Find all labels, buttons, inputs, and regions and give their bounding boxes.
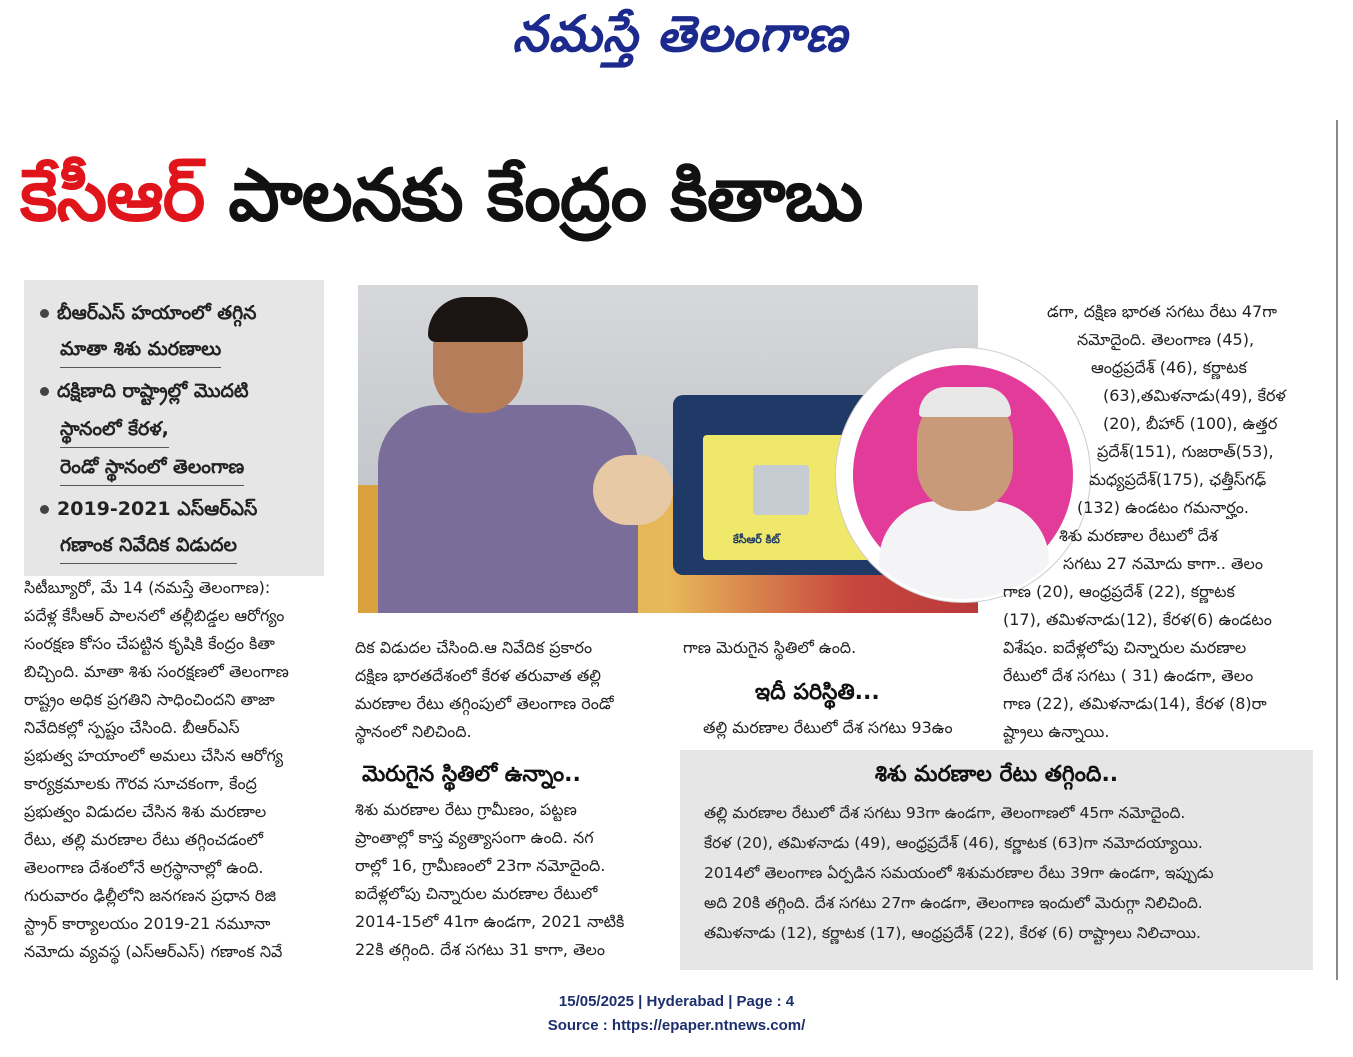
footer-source-link[interactable]: Source : https://epaper.ntnews.com/ [547,1017,806,1034]
headline-black: పాలనకు కేంద్రం కితాబు [228,153,863,237]
subhead-better-position: మెరుగైన స్థితిలో ఉన్నాం.. [362,762,581,787]
article-column-4 [1003,298,1323,746]
text-line: తమిళనాడు (12), కర్ణాటక (17), ఆంధ్రప్రదేశ్ (22), కేరళ (6) రాష్ట్రాలు నిలిచాయి. [704,924,1201,942]
text-line: 22కి తగ్గింది. దేశ సగటు 31 కాగా, తెలం [355,940,605,959]
text-line: ప్రభుత్వ హయాంలో అమలు చేసిన ఆరోగ్య [24,746,284,765]
text-line: సిటీబ్యూరో, మే 14 (నమస్తే తెలంగాణ): [24,578,271,597]
text-line: కేరళ (20), తమిళనాడు (49), ఆంధ్రప్రదేశ్ (46), కర్ణాటక (63)గా నమోదయ్యాయి. [704,834,1203,852]
text-line: మరణాల రేటు తగ్గింపులో తెలంగాణ రెండో [355,694,614,713]
text-line: కార్యక్రమాలకు గౌరవ సూచకంగా, కేంద్ర [24,774,257,793]
text-line: రేటులో దేశ సగటు ( 31) ఉండగా, తెలం [1003,666,1254,685]
text-line: రాష్ట్రం అధిక ప్రగతిని సాధించిందని తాజా [24,690,275,709]
text-line: దక్షిణ భారతదేశంలో కేరళ తరువాత తల్లి [355,666,601,685]
text-line: శిశు మరణాల రేటు గ్రామీణం, పట్టణ [355,800,577,819]
text-line: పదేళ్ల కేసీఆర్ పాలనలో తల్లీబిడ్డల ఆరోగ్యం [24,606,285,625]
footer [0,990,1353,1038]
text-line: ఆంధ్రప్రదేశ్ (46), కర్ణాటక [1091,358,1247,377]
highlights-box [24,280,324,576]
text-line: అది 20కి తగ్గింది. దేశ సగటు 27గా ఉండగా, తెలంగాణ ఇందులో మెరుగ్గా నిలిచింది. [704,894,1203,912]
text-line: (132) ఉండటం గమనార్హం. [1077,498,1249,517]
bullet-dot-icon [40,505,49,514]
text-line: గాణ (22), తమిళనాడు(14), కేరళ (8)రా [1003,694,1267,713]
article-column-2-bottom [355,796,665,964]
text-line: తల్లి మరణాల రేటులో దేశ సగటు 93గా ఉండగా, తెలంగాణలో 45గా నమోదైంది. [704,804,1186,822]
text-line: శిశు మరణాల రేటులో దేశ [1059,526,1218,545]
infant-mortality-box [680,750,1313,970]
article-column-3-line: తల్లి మరణాల రేటులో దేశ సగటు 93ఉం [703,718,953,737]
text-line: ష్ట్రాలు ఉన్నాయి. [1003,722,1110,741]
masthead-logo: నమస్తే తెలంగాణ [512,4,848,63]
text-line: 2014-15లో 41గా ఉండగా, 2021 నాటికి [355,912,625,931]
bullet-line: 2019-2021 ఎస్ఆర్ఎస్ [57,498,258,520]
text-line: నమోదు వ్యవస్థ (ఎస్ఆర్ఎస్) గణాంక నివే [24,942,283,961]
article-column-3-top: గాణ మెరుగైన స్థితిలో ఉంది. [683,638,857,657]
box-title: శిశు మరణాల రేటు తగ్గింది.. [874,762,1119,787]
text-line: రేటు, తల్లి మరణాల రేటు తగ్గించడంలో [24,830,263,849]
text-line: ఐదేళ్లలోపు చిన్నారుల మరణాల రేటులో [355,884,598,903]
text-line: సంరక్షణ కోసం చేపట్టిన కృషికి కేంద్రం కితా [24,634,275,653]
bullet-2 [40,380,249,407]
text-line: గాణ (20), ఆంధ్రప్రదేశ్ (22), కర్ణాటక [1003,582,1235,601]
bullet-line: గణాంక నివేదిక విడుదల [60,534,237,564]
text-line: గురువారం ఢిల్లీలోని జనగణన ప్రధాన రిజి [24,886,277,905]
text-line: తెలంగాణ దేశంలోనే అగ్రస్థానాల్లో ఉంది. [24,858,264,877]
text-line: ప్రభుత్వం విడుదల చేసిన శిశు మరణాల [24,802,267,821]
bullet-1 [40,302,257,329]
bullet-dot-icon [40,309,49,318]
text-line: (17), తమిళనాడు(12), కేరళ(6) ఉండటం [1003,610,1272,629]
footer-date-line: 15/05/2025 | Hyderabad | Page : 4 [558,993,795,1010]
text-line: (20), బీహార్ (100), ఉత్తర [1103,414,1278,433]
text-line: ప్రాంతాల్లో కాస్త వ్యత్యాసంగా ఉంది. నగ [355,828,594,847]
text-line: (63),తమిళనాడు(49), కేరళ [1103,386,1286,405]
text-line: నమోదైంది. తెలంగాణ (45), [1077,330,1255,349]
text-line: విశేషం. ఐదేళ్లలోపు చిన్నారుల మరణాల [1003,638,1247,657]
text-line: బిచ్చింది. మాతా శిశు సంరక్షణలో తెలంగాణ [24,662,289,681]
bullet-line: బీఆర్ఎస్ హయాంలో తగ్గిన [57,302,257,324]
text-line: మధ్యప్రదేశ్(175), ఛత్తీస్‌గఢ్ [1089,470,1267,489]
text-line: సగటు 27 నమోదు కాగా.. తెలం [1063,554,1263,573]
bullet-line: స్థానంలో కేరళ, [60,418,169,448]
bullet-dot-icon [40,387,49,396]
text-line: ప్రదేశ్(151), గుజరాత్(53), [1097,442,1274,461]
text-line: నివేదికల్లో స్పష్టం చేసింది. బీఆర్ఎస్ [24,718,240,737]
headline [20,140,1330,250]
kit-label: కేసీఆర్ కిట్ [733,533,780,546]
text-line: స్ట్రార్ కార్యాలయం 2019-21 నమూనా [24,914,271,933]
article-column-1 [24,574,334,966]
bullet-line: మాతా శిశు మరణాలు [60,338,221,368]
box-body [704,798,1214,948]
article-column-2-top [355,634,665,746]
text-line: దిక విడుదల చేసింది.ఆ నివేదిక ప్రకారం [355,638,593,657]
text-line: డగా, దక్షిణ భారత సగటు రేటు 47గా [1047,302,1277,321]
column-divider [1336,120,1338,980]
bullet-line: రెండో స్థానంలో తెలంగాణ [60,456,244,486]
text-line: స్థానంలో నిలిచింది. [355,722,472,741]
bullet-line: దక్షిణాది రాష్ట్రాల్లో మొదటి [57,380,249,402]
subhead-the-situation: ఇదీ పరిస్థితి... [755,680,880,705]
text-line: రాల్లో 16, గ్రామీణంలో 23గా నమోదైంది. [355,856,606,875]
headline-red: కేసీఆర్ [20,153,205,237]
text-line: 2014లో తెలంగాణ ఏర్పడిన సమయంలో శిశుమరణాల రేటు 39గా ఉండగా, ఇప్పుడు [704,864,1214,882]
bullet-3 [40,498,257,525]
